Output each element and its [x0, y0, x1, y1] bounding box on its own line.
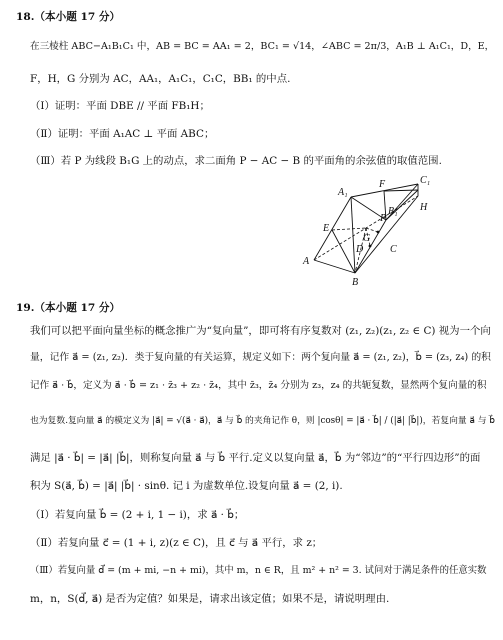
- q18-stem-line1: 在三棱柱 ABC−A₁B₁C₁ 中，AB = BC = AA₁ = 2，BC₁ = √14，∠ABC = 2π/3，A₁B ⊥ A₁C₁，D，E，: [30, 41, 495, 52]
- q19-part3-line2: m，n，S(d⃗, a⃗) 是否为定值？如果是，请求出该定值；如果不是，请说明理由.: [30, 593, 390, 605]
- label-b1: B₁: [388, 206, 398, 217]
- label-h: H: [420, 202, 428, 213]
- prism-diagram: [300, 172, 490, 292]
- edge-aa1: [314, 197, 351, 260]
- q18-stem-line2: F，H，G 分别为 AC，AA₁，A₁C₁，C₁C，BB₁ 的中点.: [30, 73, 291, 85]
- edge-ed-hidden: [332, 228, 366, 230]
- edge-dp-hidden: [366, 228, 378, 232]
- point-p: [377, 231, 380, 234]
- label-b: B: [352, 277, 359, 288]
- prism-figure: [300, 172, 490, 292]
- q19-heading: 19.（本小题 17 分）: [16, 302, 121, 314]
- q19-line4: 也为复数.复向量 a⃗ 的模定义为 |a⃗| = √(a⃗ · a⃗)，a⃗ 与 b⃗ 的夹角记作 θ，则 |cosθ| = |a⃗ · b⃗| / (|a⃗| |b⃗|)，若复向量 a⃗ 与 b⃗: [30, 416, 495, 426]
- q19-line6: 积为 S(a⃗, b⃗) = |a⃗| |b⃗| · sinθ. 记 i 为虚数单位.设复向量 a⃗ = (2, i).: [30, 480, 343, 492]
- q18-part1: （Ⅰ）证明：平面 DBE // 平面 FB₁H；: [30, 100, 210, 112]
- q19-line1: 我们可以把平面向量坐标的概念推广为“复向量”，即可将有序复数对 (z₁, z₂)(z₁, z₂ ∈ C) 视为一个向: [30, 325, 491, 337]
- point-g: [369, 245, 372, 248]
- label-c: C: [390, 244, 397, 255]
- q19-part1: （Ⅰ）若复向量 b⃗ = (2 + i, 1 − i)，求 a⃗ · b⃗；: [30, 509, 245, 521]
- q19-part3: （Ⅲ）若复向量 d⃗ = (m + mi, −n + mi)，其中 m，n ∈ R，且 m² + n² = 3. 试问对于满足条件的任意实数: [30, 565, 487, 576]
- q18-part2: （Ⅱ）证明：平面 A₁AC ⊥ 平面 ABC；: [30, 128, 215, 140]
- label-d: D: [356, 244, 364, 255]
- q18-part3: （Ⅲ）若 P 为线段 B₁G 上的动点，求二面角 P − AC − B 的平面角的余弦值的取值范围.: [30, 155, 442, 167]
- label-c1: C₁: [420, 175, 431, 186]
- label-e: E: [323, 223, 330, 234]
- q19-part2: （Ⅱ）若复向量 c⃗ = (1 + i, z)(z ∈ C)，且 c⃗ 与 a⃗ 平行，求 z；: [30, 537, 323, 549]
- q19-line5: 满足 |a⃗ · b⃗| = |a⃗| |b⃗|，则称复向量 a⃗ 与 b⃗ 平行.定义以复向量 a⃗，b⃗ 为“邻边”的“平行四边形”的面: [30, 452, 481, 464]
- edge-fh: [384, 190, 418, 191]
- label-a1: A₁: [338, 187, 348, 198]
- q18-heading: 18.（本小题 17 分）: [16, 11, 121, 23]
- q19-line2: 量，记作 a⃗ = (z₁, z₂)．类于复向量的有关运算，规定义如下：两个复向量 a⃗ = (z₁, z₂)，b⃗ = (z₃, z₄) 的积: [30, 352, 491, 363]
- q19-line3: 记作 a⃗ · b⃗，定义为 a⃗ · b⃗ = z₁ · z̄₃ + z₂ · z̄₄，其中 z̄₃，z̄₄ 分别为 z₃，z₄ 的共轭复数，显然两个复向量的积: [30, 380, 487, 391]
- label-g: G: [363, 233, 371, 244]
- label-f: F: [379, 179, 386, 190]
- label-p: P: [380, 213, 387, 224]
- label-a: A: [303, 256, 310, 267]
